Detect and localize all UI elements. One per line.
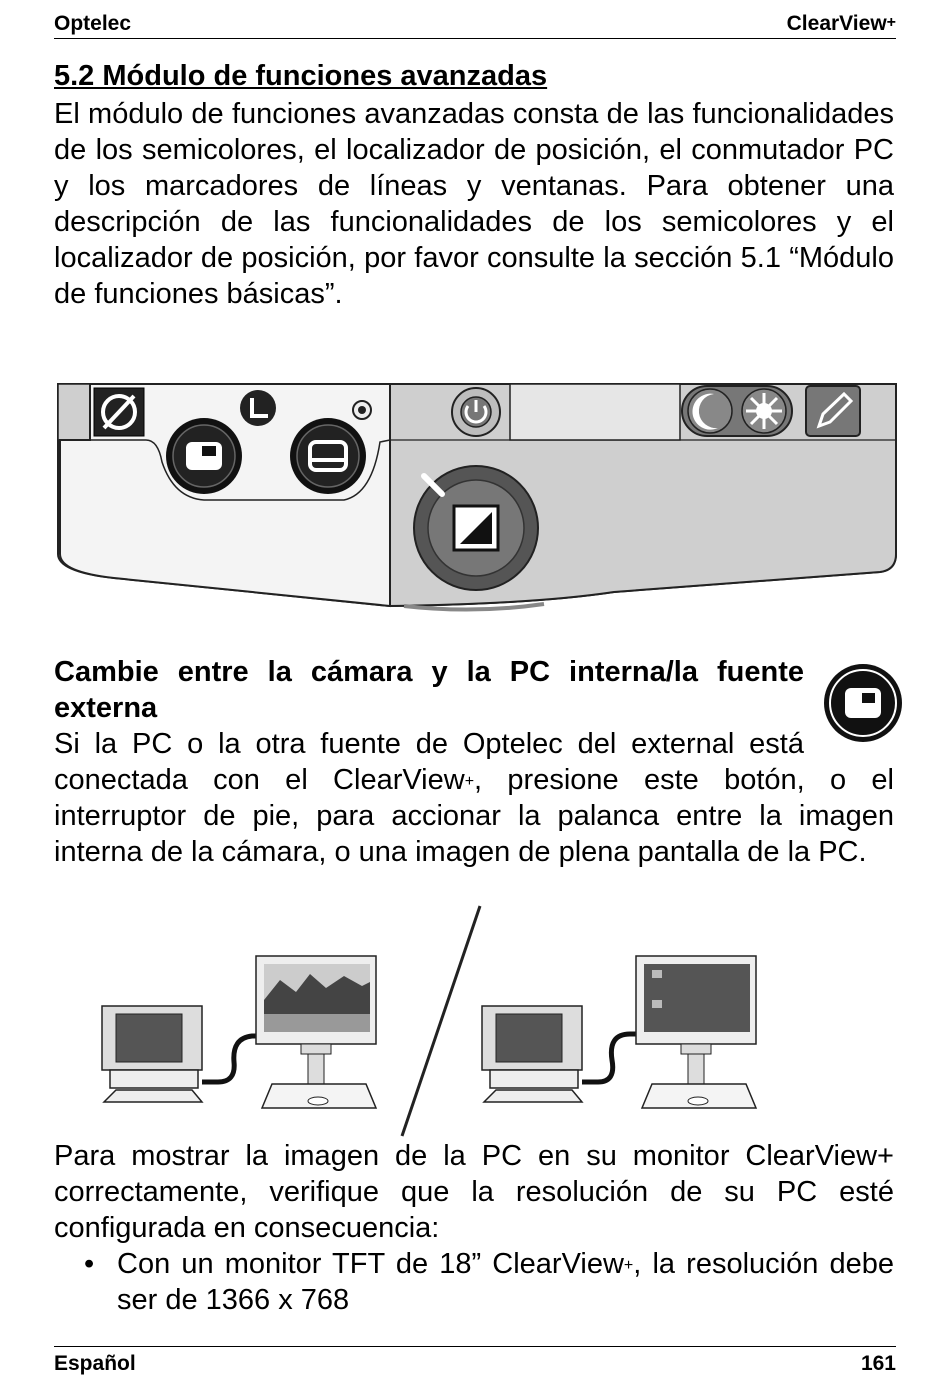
window-marker-icon[interactable] — [290, 418, 366, 494]
page-number: 161 — [860, 1352, 896, 1375]
resolution-paragraph: Para mostrar la imagen de la PC en su monitor ClearView+ correctamente, verifique que la resolución de su PC esté configurada en consecuencia: — [54, 1140, 894, 1244]
subsection-body-text: Si la PC o la otra fuente de Optelec del external está conectada con el ClearView+, presione este botón, o el interruptor de pie, para accionar la palanca entre la imagen interna de la cámara, o una imagen de plena pantalla de la PC. — [54, 728, 894, 868]
header-product: ClearView+ — [786, 12, 896, 35]
semicolor-icon[interactable] — [94, 388, 144, 436]
moon-icon[interactable] — [688, 389, 732, 433]
section-title: 5.2 Módulo de funciones avanzadas — [54, 60, 548, 92]
subsection-title: Cambie entre la cámara y la PC interna/la fuente externa — [54, 656, 804, 724]
pc-switch-icon[interactable] — [166, 418, 242, 494]
pc-camera-switch-figure — [96, 904, 766, 1140]
line-marker-icon[interactable] — [240, 390, 276, 426]
sun-icon[interactable] — [742, 389, 786, 433]
section-intro: El módulo de funciones avanzadas consta de las funcionalidades de los semicolores, el localizador de posición, el conmutador PC y los marcadores de líneas y ventanas. Para obtener una descripción de las funcionalidades de los semicolores y el localizador de posición, por favor consulte la sección 5.1 “Módulo de funciones básicas”. — [54, 98, 894, 310]
footer-language: Español — [54, 1352, 136, 1375]
clearview-camera-icon — [256, 956, 376, 1108]
clearview-pc-icon — [636, 956, 756, 1108]
page-footer — [54, 1346, 896, 1377]
contrast-dial-icon[interactable] — [414, 466, 538, 590]
power-icon[interactable] — [452, 388, 500, 436]
page-header — [54, 8, 896, 39]
bullet-icon: • — [84, 1248, 95, 1280]
computer-icon — [482, 1006, 582, 1102]
control-panel-figure — [54, 382, 898, 614]
pen-icon[interactable] — [806, 386, 860, 436]
computer-icon — [102, 1006, 202, 1102]
header-brand: Optelec — [54, 12, 132, 35]
